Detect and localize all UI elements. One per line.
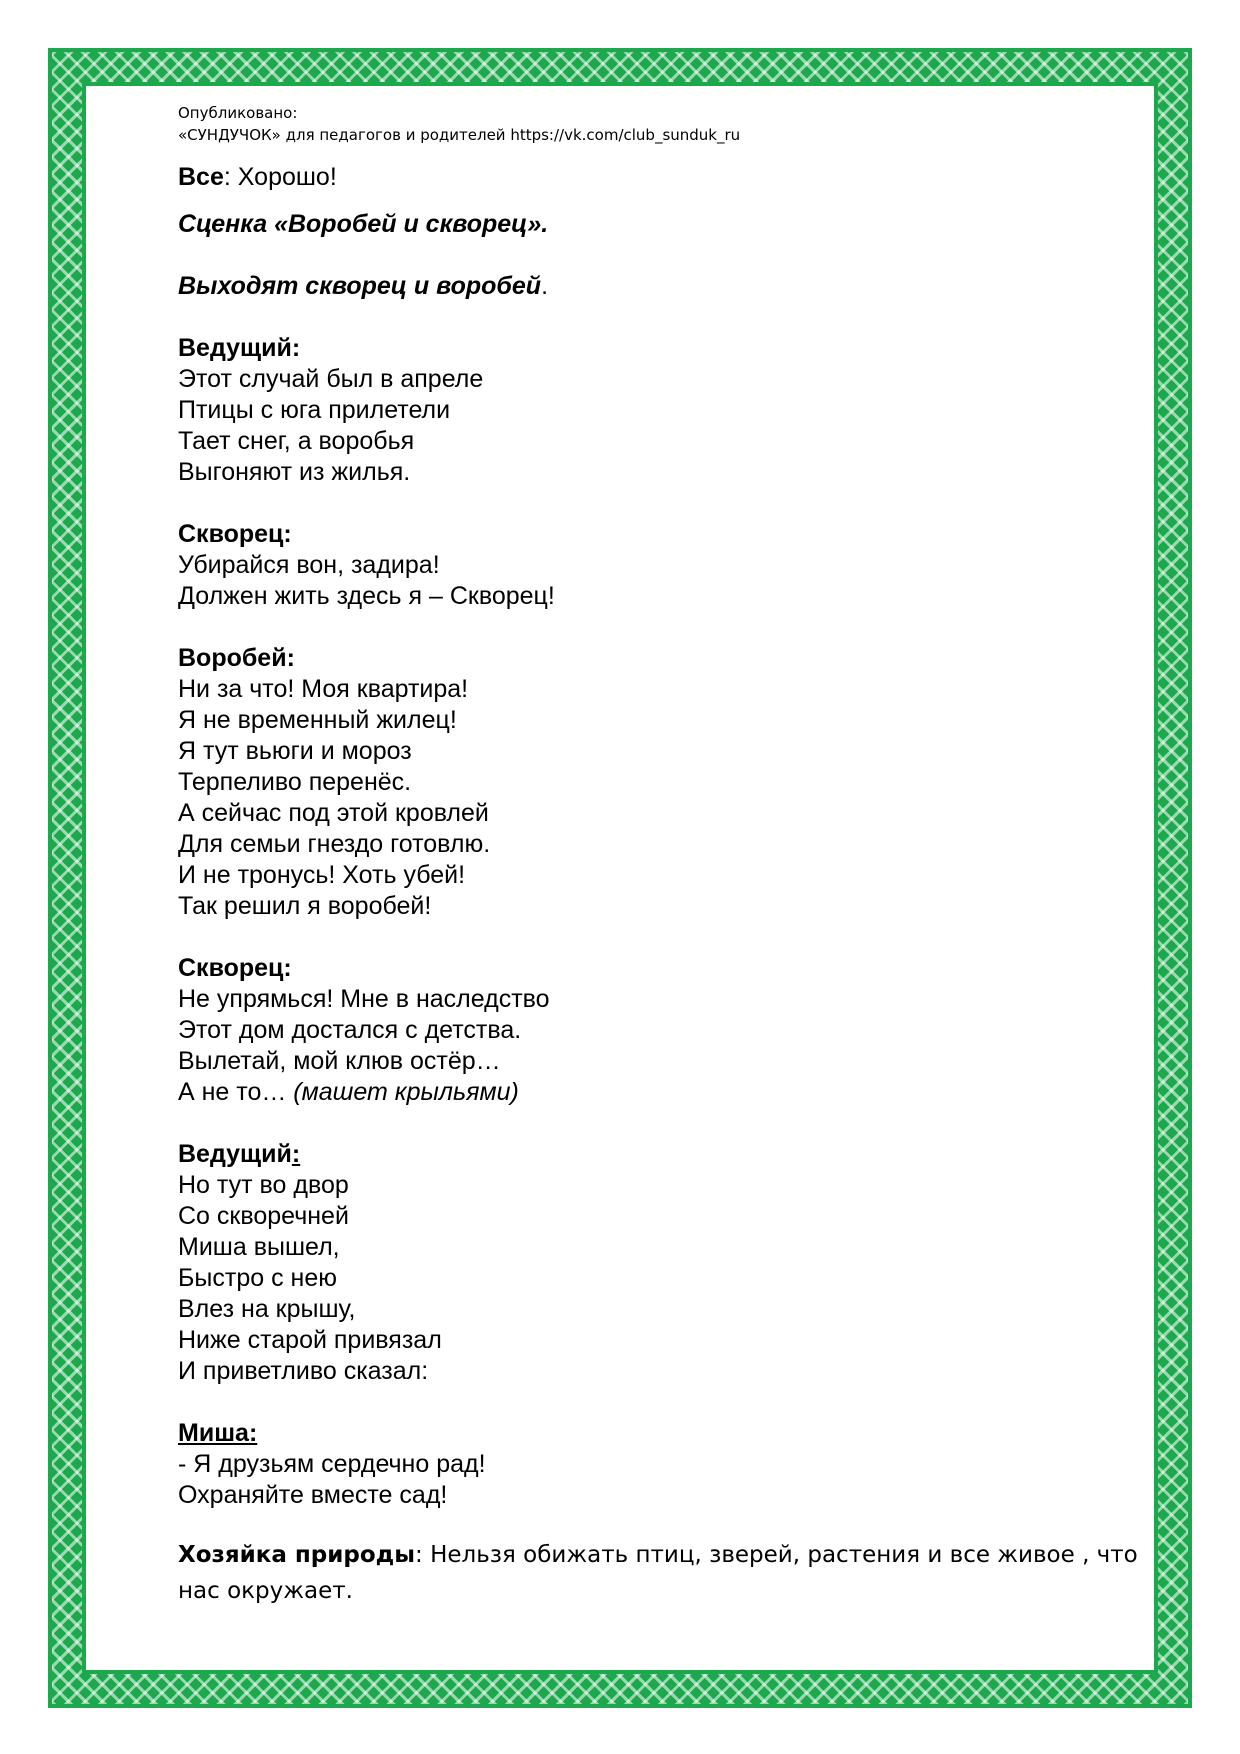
stage-direction	[178, 271, 1138, 302]
verse-line: Я тут вьюги и мороз	[178, 737, 412, 765]
verse-line: Ни за что! Моя квартира!	[178, 675, 469, 703]
speaker-colon: :	[291, 334, 301, 362]
speaker-all: Все	[178, 163, 224, 191]
final-text: : Нельзя обижать птиц, зверей, растения и все живое , что нас окружает.	[178, 1542, 1138, 1604]
verse-line: Со скворечней	[178, 1202, 349, 1230]
opening-text: : Хорошо!	[223, 163, 337, 191]
verse-line: Для семьи гнездо готовлю.	[178, 830, 491, 858]
verse-line: Терпеливо перенёс.	[178, 768, 412, 796]
dialogue-block	[178, 1418, 1138, 1511]
published-source: «СУНДУЧОК» для педагогов и родителей https://vk.com/club_sunduk_ru	[178, 126, 741, 144]
speaker-name: Миша	[178, 1419, 249, 1447]
dialogue-block	[178, 643, 1138, 922]
speaker-colon: :	[286, 644, 295, 672]
published-label: Опубликовано:	[178, 104, 298, 122]
speaker-line	[178, 1139, 1138, 1170]
stage-direction-text: Выходят скворец и воробей	[178, 272, 542, 300]
verse-line: Ниже старой привязал	[178, 1326, 442, 1354]
verse-line: И не тронусь! Хоть убей!	[178, 861, 466, 889]
scene-title	[178, 209, 1138, 240]
verse-line: Этот дом достался с детства.	[178, 1016, 522, 1044]
speaker-name: Скворец	[178, 520, 284, 548]
verse-line: - Я друзьям сердечно рад!	[178, 1450, 486, 1478]
speaker-line	[178, 643, 1138, 674]
speaker-name: Ведущий	[178, 334, 292, 362]
speaker-colon: :	[283, 520, 292, 548]
final-remark	[178, 1537, 1138, 1609]
verse-line: Убирайся вон, задира!	[178, 551, 440, 579]
speaker-name: Скворец	[178, 954, 284, 982]
verse-line: Я не временный жилец!	[178, 706, 457, 734]
verse-line: Быстро с нею	[178, 1264, 337, 1292]
speaker-name: Воробей	[178, 644, 287, 672]
speaker-colon: :	[283, 954, 292, 982]
speaker-line	[178, 953, 1138, 984]
verse-line: Охраняйте вместе сад!	[178, 1481, 448, 1509]
verse-line: Миша вышел,	[178, 1233, 340, 1261]
verse-line: Влез на крышу,	[178, 1295, 356, 1323]
document-content	[178, 102, 1138, 1609]
dialogue-block	[178, 1139, 1138, 1387]
verse-line: Должен жить здесь я – Скворец!	[178, 582, 555, 610]
verse-line: Но тут во двор	[178, 1171, 349, 1199]
speaker-name: Ведущий	[178, 1140, 292, 1168]
speaker-line	[178, 519, 1138, 550]
opening-line	[178, 162, 1138, 193]
dialogue-block	[178, 333, 1138, 488]
dialogue-block	[178, 519, 1138, 612]
dialogue-blocks	[178, 333, 1138, 1511]
verse-line: Птицы с юга прилетели	[178, 396, 451, 424]
verse-line: Этот случай был в апреле	[178, 365, 484, 393]
verse-line: Тает снег, а воробья	[178, 427, 415, 455]
stage-direction-dot: .	[541, 272, 549, 300]
speaker-colon: :	[248, 1419, 258, 1447]
scene-title-text: Сценка «Воробей и скворец».	[178, 210, 549, 238]
verse-line	[178, 1077, 1138, 1108]
verse-line: Вылетай, мой клюв остёр…	[178, 1047, 501, 1075]
verse-line: Выгоняют из жилья.	[178, 458, 411, 486]
speaker-line	[178, 1418, 1138, 1449]
dialogue-block	[178, 953, 1138, 1108]
verse-line: Не упрямься! Мне в наследство	[178, 985, 550, 1013]
verse-line: И приветливо сказал:	[178, 1357, 429, 1385]
verse-line: А сейчас под этой кровлей	[178, 799, 489, 827]
speaker-nature-host: Хозяйка природы	[178, 1542, 416, 1568]
verse-line: Так решил я воробей!	[178, 892, 432, 920]
speaker-colon: :	[291, 1140, 301, 1168]
published-header	[178, 102, 1138, 146]
stage-remark: (машет крыльями)	[293, 1078, 519, 1106]
verse-text: А не то…	[178, 1078, 294, 1106]
speaker-line	[178, 333, 1138, 364]
